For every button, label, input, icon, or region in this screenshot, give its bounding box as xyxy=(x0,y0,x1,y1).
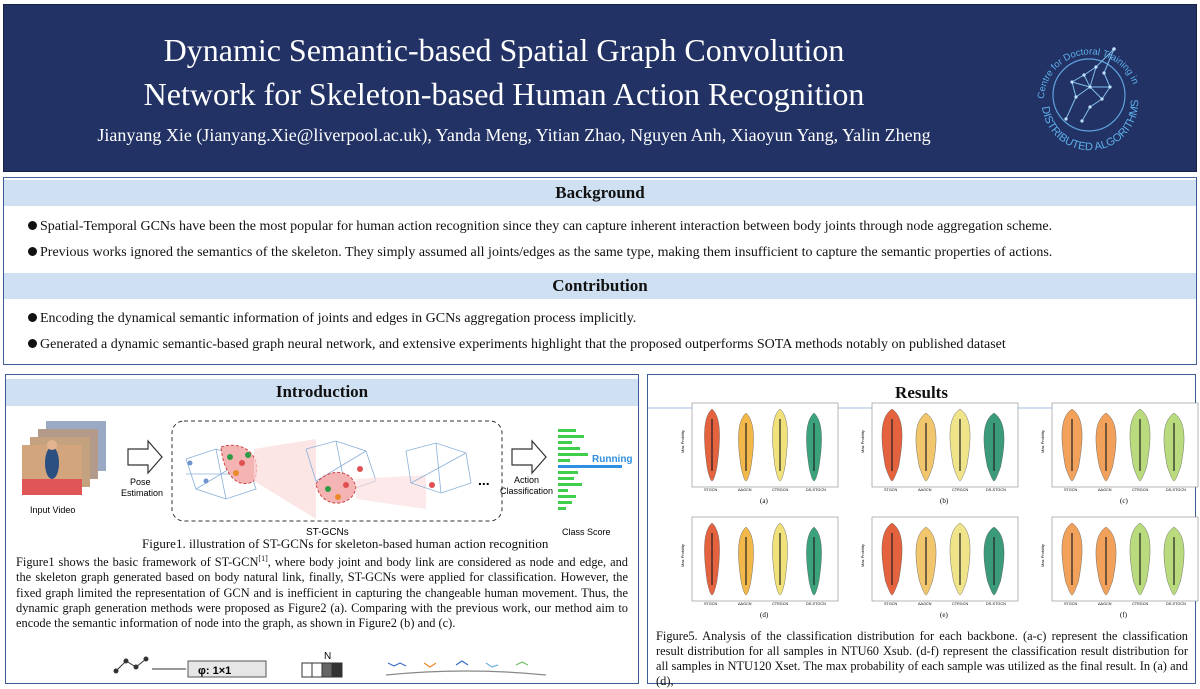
background-bullet-2: Previous works ignored the semantics of the skeleton. They simply assumed all joints/edges as the same type, making them insufficient to capture the semantic properties of actions. xyxy=(28,245,1052,261)
violin-panel-label: (a) xyxy=(760,497,768,505)
violin-method-label: STGCN xyxy=(884,488,898,492)
violin-panel-label: (d) xyxy=(760,611,769,619)
contribution-bullet-2: Generated a dynamic semantic-based graph neural network, and extensive experiments highlight that the proposed outperforms SOTA methods notably on published dataset xyxy=(28,337,1006,353)
logo-text-bottom: DISTRIBUTED ALGORITHMS xyxy=(1038,99,1142,154)
action-label: Action xyxy=(514,475,540,485)
violin-method-label: STGCN xyxy=(704,602,718,606)
violin-method-label: CTRGCN xyxy=(1132,488,1149,492)
stgcns-dashed-box xyxy=(172,421,502,521)
violin-method-label: CTRGCN xyxy=(1132,602,1149,606)
figure1-caption: Figure1. illustration of ST-GCNs for skeleton-based human action recognition xyxy=(142,536,549,551)
contribution-bullet-1: Encoding the dynamical semantic information of joints and edges in GCNs aggregation process implicitly. xyxy=(28,311,636,327)
violin-axis-label: Max Probility xyxy=(680,430,685,453)
violin-method-label: AAGCN xyxy=(738,488,752,492)
results-panel xyxy=(647,374,1196,688)
contribution-heading: Contribution xyxy=(4,273,1196,299)
violin-panel-3 xyxy=(1040,403,1198,505)
bullet-dot-icon xyxy=(28,339,37,348)
figure2-partial xyxy=(106,649,566,677)
pose-arrow-icon xyxy=(128,441,162,473)
violin-axis-label: Max Probility xyxy=(860,430,865,453)
introduction-panel xyxy=(5,374,639,684)
violin-method-label: DS-STGCN xyxy=(986,602,1006,606)
running-label: Running xyxy=(592,454,633,465)
violin-method-label: STGCN xyxy=(884,602,898,606)
background-heading: Background xyxy=(4,180,1196,206)
phi-label: φ: 1×1 xyxy=(198,665,232,677)
bullet-dot-icon xyxy=(28,313,37,322)
poster-authors: Jianyang Xie (Jianyang.Xie@liverpool.ac.uk), Yanda Meng, Yitian Zhao, Nguyen Anh, Xiaoyun Yang, Yalin Zheng xyxy=(97,125,931,145)
violin-method-label: AAGCN xyxy=(918,602,932,606)
violin-panel-label: (b) xyxy=(940,497,949,505)
violin-method-label: CTRGCN xyxy=(772,602,789,606)
introduction-heading: Introduction xyxy=(6,379,638,406)
violin-method-label: DS-STGCN xyxy=(1166,602,1186,606)
violin-panel-1 xyxy=(680,403,838,505)
input-video-frames xyxy=(22,421,106,495)
classification-arrow-icon xyxy=(512,441,546,473)
n-cells xyxy=(302,663,342,677)
poster-title-line1: Dynamic Semantic-based Spatial Graph Convolution xyxy=(163,32,845,68)
stgcn-framework-figure xyxy=(16,419,633,547)
violin-panel-label: (e) xyxy=(940,611,948,619)
pose-label: Pose xyxy=(130,477,151,487)
violin-panel-label: (f) xyxy=(1120,611,1127,619)
violin-panel-label: (c) xyxy=(1120,497,1128,505)
poster-title-line2: Network for Skeleton-based Human Action Recognition xyxy=(143,76,865,112)
cdt-logo-icon xyxy=(1024,27,1154,157)
class-score-label: Class Score xyxy=(562,527,611,537)
violin-method-label: AAGCN xyxy=(1098,488,1112,492)
violin-plots-grid xyxy=(678,403,1198,623)
bullet-dot-icon xyxy=(28,247,37,256)
violin-axis-label: Max Probility xyxy=(680,544,685,567)
violin-method-label: STGCN xyxy=(1064,602,1078,606)
violin-method-label: STGCN xyxy=(1064,488,1078,492)
violin-panel-6 xyxy=(1040,517,1198,619)
violin-method-label: DS-STGCN xyxy=(806,488,826,492)
violin-axis-label: Max Probility xyxy=(1040,430,1045,453)
violin-method-label: DS-STGCN xyxy=(986,488,1006,492)
edge-types-icon xyxy=(386,661,546,675)
background-contribution-panel xyxy=(3,177,1197,365)
skeleton-mini-icon xyxy=(114,657,148,673)
violin-method-label: AAGCN xyxy=(1098,602,1112,606)
background-bullet-1: Spatial-Temporal GCNs have been the most popular for human action recognition since they can capture inherent interaction between body joints through node aggregation scheme. xyxy=(28,219,1052,235)
bullet-dot-icon xyxy=(28,221,37,230)
estimation-label: Estimation xyxy=(121,488,164,498)
results-heading: Results xyxy=(648,380,1195,407)
input-video-label: Input Video xyxy=(30,505,76,515)
n-label: N xyxy=(324,651,332,662)
semantic-region-1 xyxy=(221,445,257,483)
violin-panel-4 xyxy=(680,517,838,619)
violin-method-label: DS-STGCN xyxy=(806,602,826,606)
violin-method-label: CTRGCN xyxy=(952,488,969,492)
introduction-paragraph: Figure1 shows the basic framework of ST-GCN[1], where body joint and body link are considered as node and edge, and the skeleton graph generated based on body natural link, finally, ST-GCNs were applied for classification. However, the fixed graph limited the representation of GCN and is inefficient in capturing the changeable human movement. Thus, the dynamic graph generation methods were proposed as Figure2 (a). Comparing with the previous work, our method aim to encode the semantic information of node into the graph, as shown in Figure2 (b) and (c). xyxy=(16,554,628,631)
violin-axis-label: Max Probility xyxy=(860,544,865,567)
classification-label: Classification xyxy=(500,486,554,496)
violin-panel-2 xyxy=(860,403,1018,505)
poster-header xyxy=(3,4,1197,172)
violin-method-label: DS-STGCN xyxy=(1166,488,1186,492)
figure5-caption: Figure5. Analysis of the classification distribution for each backbone. (a-c) represent the classification result distribution for all samples in NTU60 Xsub. (d-f) represent the classification result distribution for all samples in NTU120 Xset. The max probability of each sample was utilized as the final result. In (a) and (d), xyxy=(656,629,1188,688)
violin-method-label: AAGCN xyxy=(738,602,752,606)
violin-method-label: CTRGCN xyxy=(952,602,969,606)
violin-panel-5 xyxy=(860,517,1018,619)
logo-text-top: Centre for Doctoral Training in xyxy=(1035,46,1141,100)
stgcns-label: ST-GCNs xyxy=(306,527,349,538)
violin-axis-label: Max Probility xyxy=(1040,544,1045,567)
violin-method-label: AAGCN xyxy=(918,488,932,492)
class-score-bars xyxy=(558,429,622,510)
ellipsis-label: ... xyxy=(478,472,490,488)
violin-method-label: STGCN xyxy=(704,488,718,492)
violin-method-label: CTRGCN xyxy=(772,488,789,492)
